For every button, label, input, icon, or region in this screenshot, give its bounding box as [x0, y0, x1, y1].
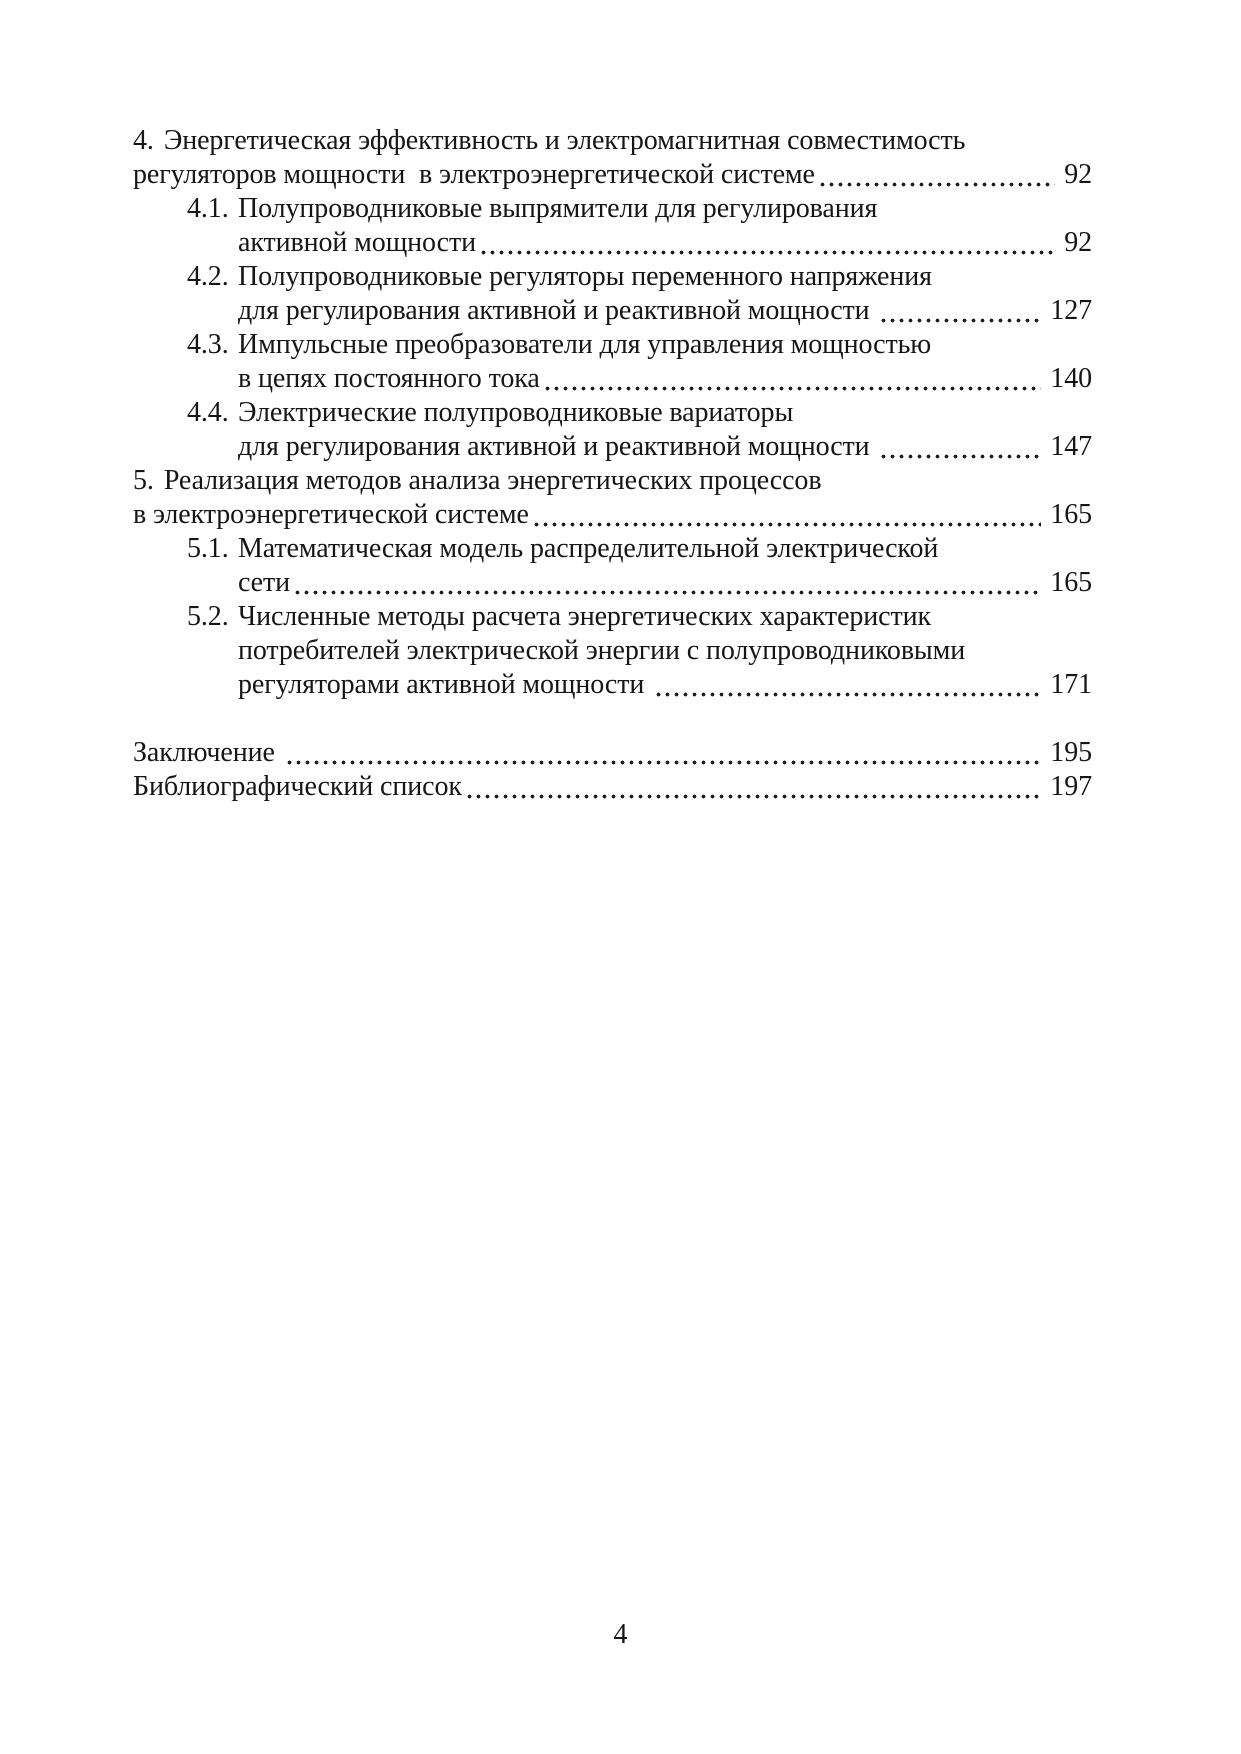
entry-title-text: Электрические полупроводниковые вариаторы: [238, 397, 794, 428]
page-number: 165: [1050, 499, 1092, 530]
entry-title-text: Реализация методов анализа энергетических процессов: [163, 465, 822, 496]
entry-title-text: Полупроводниковые регуляторы переменного напряжения: [238, 261, 932, 292]
entry-title-text: сети: [238, 567, 291, 598]
toc-line: [133, 396, 1092, 430]
toc-line: [133, 600, 1092, 634]
page-number: 92: [1064, 159, 1092, 190]
dot-leader: [293, 566, 1041, 600]
dot-leader: [479, 226, 1055, 260]
page-number: 171: [1050, 669, 1092, 700]
entry-title-text: Энергетическая эффективность и электромагнитная совместимость: [163, 125, 966, 156]
page-number: 195: [1050, 737, 1092, 768]
toc-line: [133, 770, 1092, 804]
dot-leader: [879, 294, 1041, 328]
toc-line: [133, 498, 1092, 532]
entry-title-text: Библиографический список: [133, 771, 462, 802]
dot-leader: [879, 430, 1041, 464]
toc-entry: [133, 770, 1092, 804]
page-number: 127: [1050, 295, 1092, 326]
page-number: 197: [1050, 771, 1092, 802]
toc-entry: [133, 464, 1092, 532]
toc-line: [133, 736, 1092, 770]
toc-entry: [133, 600, 1092, 702]
dot-leader: [532, 498, 1041, 532]
page-number: 165: [1050, 567, 1092, 598]
entry-title-text: регуляторов мощности в электроэнергетической системе: [133, 159, 815, 190]
toc-entry: [133, 192, 1092, 260]
entry-number: 4.3.: [187, 329, 229, 360]
toc-line: [133, 226, 1092, 260]
entry-title-text: Заключение: [133, 737, 282, 768]
table-of-contents: [133, 124, 1092, 804]
toc-line: [133, 158, 1092, 192]
toc-line: [133, 566, 1092, 600]
toc-line: [133, 430, 1092, 464]
dot-leader: [465, 770, 1041, 804]
entry-number: 5.1.: [187, 533, 229, 564]
dot-leader: [543, 362, 1042, 396]
toc-entry: [133, 328, 1092, 396]
entry-number: 4.4.: [187, 397, 229, 428]
page-number: 140: [1050, 363, 1092, 394]
toc-line: [133, 124, 1092, 158]
entry-number: 4.2.: [187, 261, 229, 292]
entry-title-text: для регулирования активной и реактивной мощности: [238, 295, 877, 326]
entry-number: 4.: [133, 125, 154, 156]
toc-line: [133, 260, 1092, 294]
entry-title-text: Математическая модель распределительной электрической: [238, 533, 939, 564]
toc-entry: [133, 260, 1092, 328]
toc-line: [133, 294, 1092, 328]
page-number: 92: [1064, 227, 1092, 258]
toc-entry: [133, 124, 1092, 192]
entry-number: 5.2.: [187, 601, 229, 632]
entry-title-text: в цепях постоянного тока: [238, 363, 540, 394]
toc-entry: [133, 532, 1092, 600]
footer-page-number: 4: [613, 1619, 628, 1650]
entry-title-text: Импульсные преобразователи для управления мощностью: [238, 329, 932, 360]
toc-line: [133, 328, 1092, 362]
entry-title-text: Полупроводниковые выпрямители для регулирования: [238, 193, 878, 224]
toc-line: [133, 634, 1092, 668]
page-number: 147: [1050, 431, 1092, 462]
toc-entry: [133, 396, 1092, 464]
entry-number: 5.: [133, 465, 154, 496]
toc-line: [133, 362, 1092, 396]
toc-entry: [133, 736, 1092, 770]
entry-title-text: активной мощности: [238, 227, 476, 258]
entry-title-text: Численные методы расчета энергетических характеристик: [238, 601, 932, 632]
dot-leader: [285, 736, 1042, 770]
entry-title-text: регуляторами активной мощности: [238, 669, 652, 700]
toc-line: [133, 668, 1092, 702]
dot-leader: [818, 158, 1055, 192]
toc-line: [133, 532, 1092, 566]
toc-line: [133, 464, 1092, 498]
entry-title-text: потребителей электрической энергии с полупроводниковыми: [238, 635, 966, 666]
entry-number: 4.1.: [187, 193, 229, 224]
entry-title-text: в электроэнергетической системе: [133, 499, 529, 530]
toc-line: [133, 192, 1092, 226]
dot-leader: [654, 668, 1041, 702]
entry-title-text: для регулирования активной и реактивной мощности: [238, 431, 877, 462]
